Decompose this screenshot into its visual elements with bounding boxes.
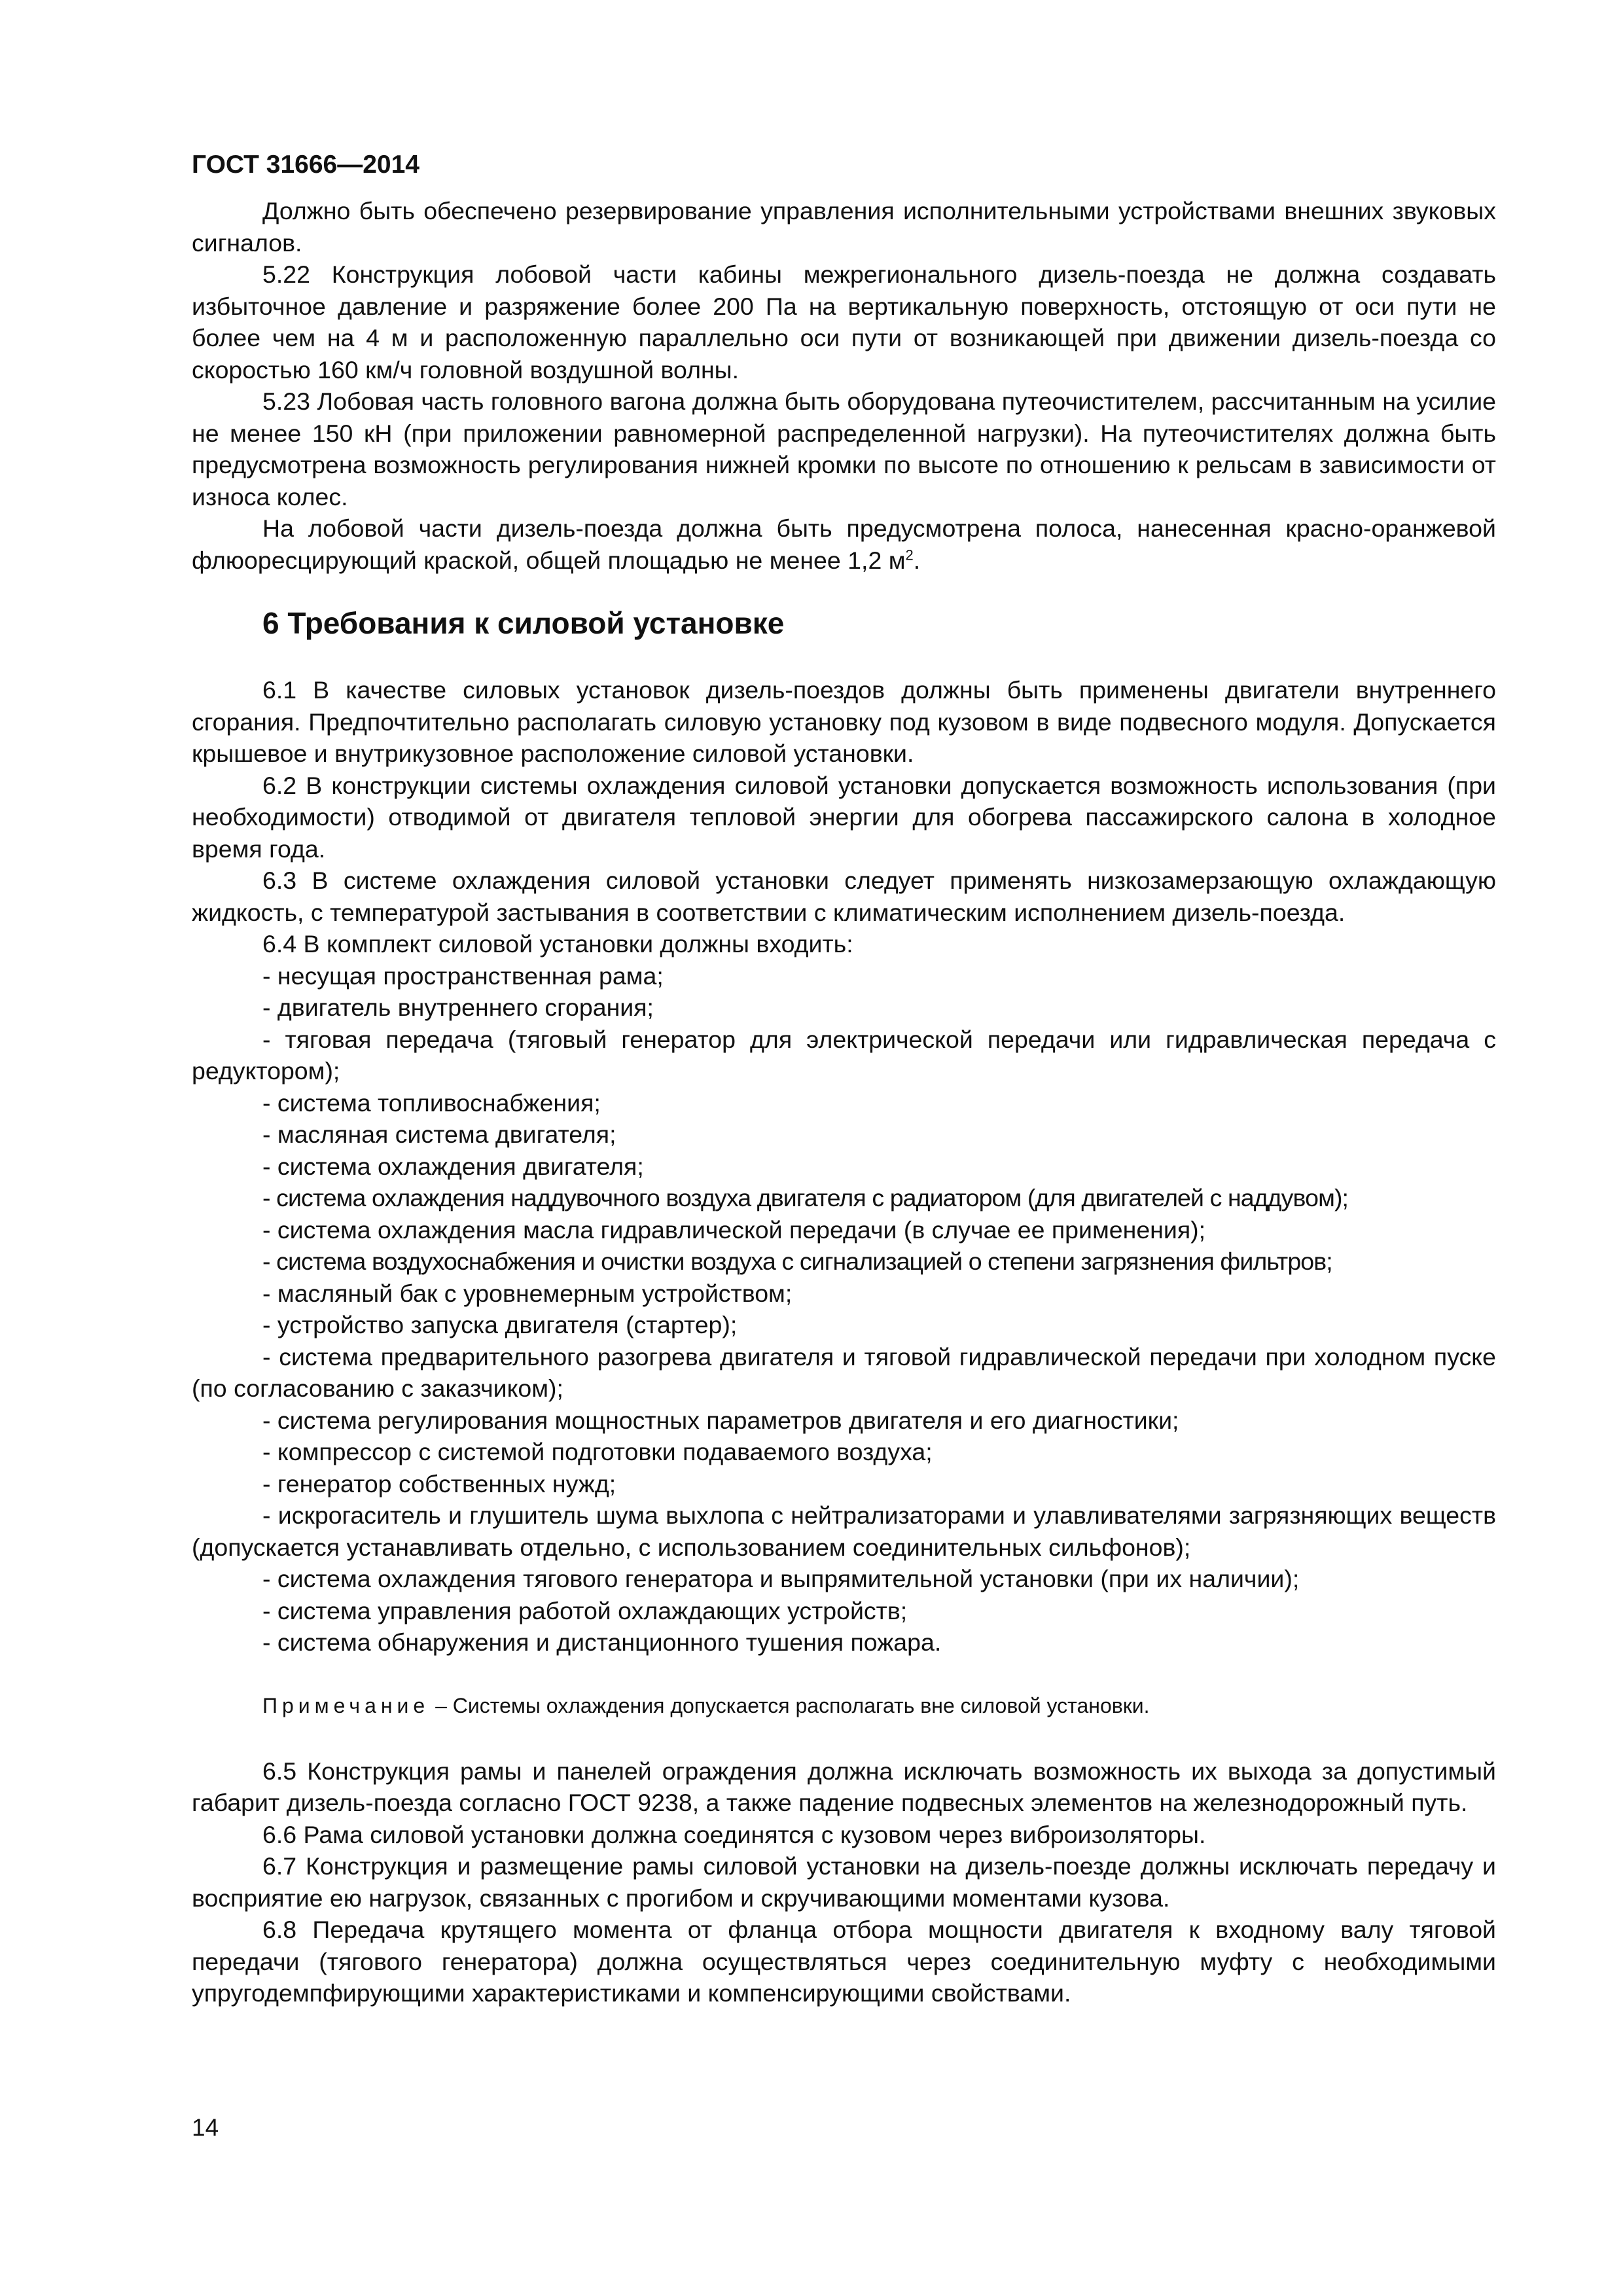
- list-item: - искрогаситель и глушитель шума выхлопа с нейтрализаторами и улавливателями загрязняющих веществ (допускается устанавливать отдельно, с использованием соединительных сильфонов);: [192, 1501, 1496, 1561]
- closing-block: [192, 1755, 1496, 2009]
- paragraph-stripe: [192, 512, 1496, 576]
- paragraph-6-4: 6.4 В комплект силовой установки должны входить:: [262, 930, 853, 958]
- list-item: - система воздухоснабжения и очистки воздуха с сигнализацией о степени загрязнения фильтров;: [262, 1247, 1332, 1275]
- list-item: - система топливоснабжения;: [262, 1088, 601, 1117]
- list-item: - система охлаждения масла гидравлической передачи (в случае ее применения);: [262, 1215, 1206, 1244]
- paragraph-6-8: 6.8 Передача крутящего момента от фланца отбора мощности двигателя к входному валу тяговой передачи (тягового генератора) должна осуществляться через соединительную муфту с необходимыми упругодемпфирующими характеристиками и компенсирующими свойствами.: [192, 1916, 1496, 2007]
- stripe-text: На лобовой части дизель-поезда должна быть предусмотрена полоса, нанесенная красно-оранжевой флюоресцирующий краской, общей площадью не менее 1,2 м: [192, 514, 1496, 574]
- paragraph-6-2: 6.2 В конструкции системы охлаждения силовой установки допускается возможность использования (при необходимости) отводимой от двигателя тепловой энергии для обогрева пассажирского салона в холодное время года.: [192, 771, 1496, 863]
- note: [192, 1691, 1496, 1720]
- document-page: [192, 149, 1496, 2009]
- paragraph-signals: Должно быть обеспечено резервирование управления исполнительными устройствами внешних звуковых сигналов.: [192, 197, 1496, 257]
- list-item: - система регулирования мощностных параметров двигателя и его диагностики;: [262, 1406, 1179, 1434]
- section-title: 6 Требования к силовой установке: [262, 606, 785, 640]
- list-item: - компрессор с системой подготовки подаваемого воздуха;: [262, 1438, 933, 1465]
- list-item: - система охлаждения тягового генератора и выпрямительной установки (при их наличии);: [262, 1565, 1300, 1592]
- list-item: - система охлаждения двигателя;: [262, 1152, 644, 1180]
- document-header: ГОСТ 31666—2014: [192, 151, 419, 179]
- paragraph-6-7: 6.7 Конструкция и размещение рамы силовой установки на дизель-поезде должны исключать передачу и восприятие ею нагрузок, связанных с прогибом и скручивающими моментами кузова.: [192, 1852, 1496, 1912]
- list-item: - система управления работой охлаждающих устройств;: [262, 1596, 908, 1624]
- intro-block: [192, 195, 1496, 576]
- list-item: - система обнаружения и дистанционного тушения пожара.: [262, 1628, 942, 1656]
- paragraph-6-6: 6.6 Рама силовой установки должна соединятся с кузовом через виброизоляторы.: [262, 1820, 1206, 1848]
- section-block: [192, 674, 1496, 1659]
- list-item: - генератор собственных нужд;: [262, 1469, 616, 1498]
- paragraph-6-3: 6.3 В системе охлаждения силовой установки следует применять низкозамерзающую охлаждающую жидкость, с температурой застывания в соответствии с климатическим исполнением дизель-поезда.: [192, 867, 1496, 926]
- list-item: - система охлаждения наддувочного воздуха двигателя с радиатором (для двигателей с наддувом);: [262, 1184, 1349, 1211]
- page-number: 14: [192, 2114, 219, 2141]
- list-item: - двигатель внутреннего сгорания;: [262, 994, 654, 1021]
- list-item: - масляная система двигателя;: [262, 1121, 616, 1148]
- note-label: Примечание: [262, 1693, 430, 1717]
- stripe-superscript: 2: [905, 547, 914, 563]
- note-dash: –: [429, 1693, 453, 1717]
- list-item: - система предварительного разогрева двигателя и тяговой гидравлической передачи при холодном пуске (по согласованию с заказчиком);: [192, 1342, 1496, 1402]
- paragraph-5-22: 5.22 Конструкция лобовой части кабины межрегионального дизель-поезда не должна создавать избыточное давление и разряжение более 200 Па на вертикальную поверхность, отстоящую от оси пути не более чем на 4 м и расположенную параллельно оси пути от возникающей при движении дизель-поезда со скоростью 160 км/ч головной воздушной волны.: [192, 260, 1496, 384]
- note-text: Системы охлаждения допускается располагать вне силовой установки.: [452, 1693, 1150, 1717]
- list-item: - устройство запуска двигателя (стартер);: [262, 1311, 738, 1338]
- paragraph-6-1: 6.1 В качестве силовых установок дизель-поездов должны быть применены двигатели внутреннего сгорания. Предпочтительно располагать силовую установку под кузовом в виде подвесного модуля. Допускается крышевое и внутрикузовное расположение силовой установки.: [192, 676, 1496, 767]
- list-item: - масляный бак с уровнемерным устройством;: [262, 1279, 793, 1307]
- list-item: - тяговая передача (тяговый генератор для электрической передачи или гидравлическая передача с редуктором);: [192, 1025, 1496, 1085]
- stripe-end: .: [913, 546, 921, 574]
- paragraph-5-23: 5.23 Лобовая часть головного вагона должна быть оборудована путеочистителем, рассчитанным на усилие не менее 150 кН (при приложении равномерной распределенной нагрузки). На путеочистителях должна быть предусмотрена возможность регулирования нижней кромки по высоте по отношению к рельсам в зависимости от износа колес.: [192, 387, 1496, 511]
- paragraph-6-5: 6.5 Конструкция рамы и панелей ограждения должна исключать возможность их выхода за допустимый габарит дизель-поезда согласно ГОСТ 9238, а также падение подвесных элементов на железнодорожный путь.: [192, 1757, 1496, 1816]
- list-item: - несущая пространственная рама;: [262, 961, 664, 990]
